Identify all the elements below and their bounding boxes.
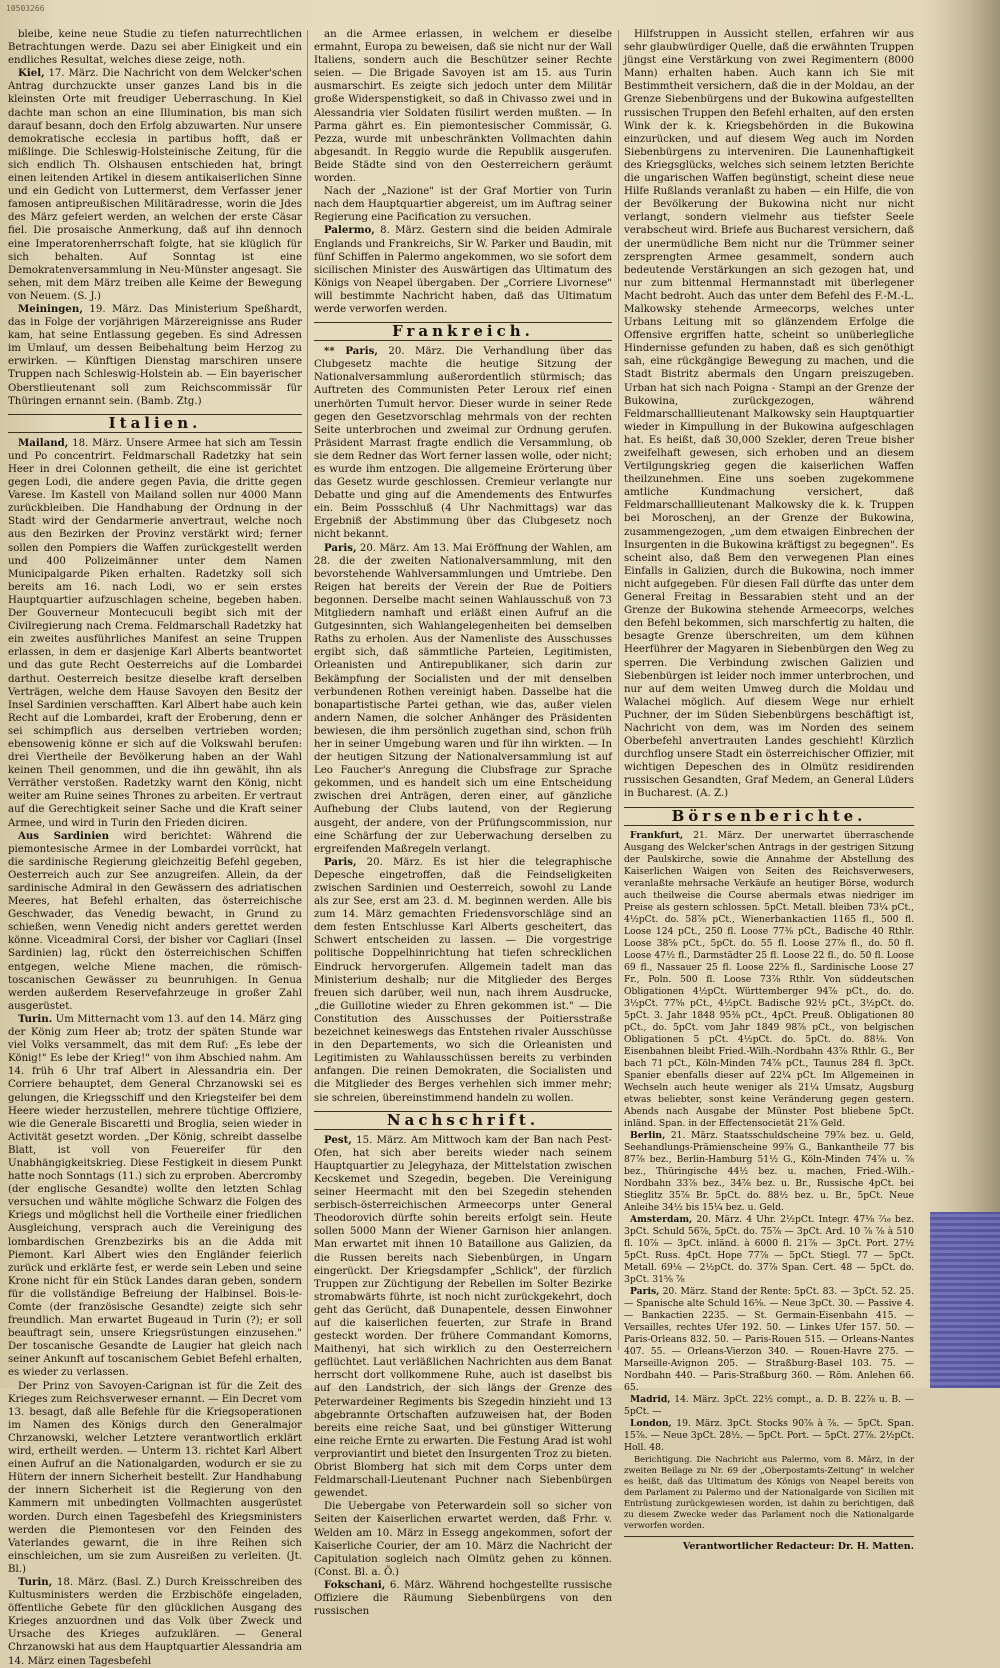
article-paragraph xyxy=(314,345,612,541)
article-text: 6. März. Während hochgestellte russische Offiziere die Räumung Siebenbürgens von den russischen xyxy=(314,1579,612,1618)
article-text: 21. März. Der unerwartet überraschende Ausgang des Welcker'schen Antrags in der gestrigen Sitzung der Paulskirche, sowie die Annahme der Abstellung des Kaiserlichen Waigen von Seiten des Reichsverwesers, veranlaßte mehrsache Verkäufe an heutiger Börse, wodurch auch theilweise die Course abermals etwas niedriger im Preise als gestern schlossen. 5pCt. Metall. bleiben 73¼ pCt., 4½pCt. do. 58⅞ pCt., Wienerbankactien 1165 fl., 500 fl. Loose 124 pCt., 250 fl. Loose 77⅜ pCt., Badische 40 Rthlr. Loose 38⅝ pCt., 5pCt. do. 55 fl. Loose 27⅞ fl., do. 50 fl. Loose 47½ fl., Darmstädter 25 fl. Loose 22 fl., do. 50 fl. Loose 69 fl., Nassauer 25 fl. Loose 22⅝ fl., Sardinische Loose 27 Fr., Poln. 500 fl. Loose 73⅞ Rthlr. Von süddeutschen Obligationen 4½pCt. Württemberger 94⅞ pCt., do. do. 3½pCt. 77⅝ pCt., 4½pCt. Badische 92½ pCt., 3½pCt. do. 5pCt. 3. Jahr 1848 95⅜ pCt., 4pCt. Preuß. Obligationen 80 pCt., do. 5pCt. vom Jahr 1849 98⅞ pCt., von belgischen Obligationen 5 pCt. 4½pCt. do. 5pCt. do. 88⅛. Von Eisenbahnen bleibt Fried.-Wilh.-Nordbahn 43⅞ Rthlr. G., Ber bach 71 pCt., Köln-Minden 74⅞ pCt., Taunus 284 fl. 3pCt. Spanier ebenfalls dieser auf 22¼ pCt. Im Allgemeinen in Wechseln auch heute weniger als 21¼ Umsatz, Augsburg etwas beliebter, sonst keine Veränderung gegen gestern. Abends nach Ausgabe der Münster Post bliebene 5pCt. inländ. Span. in der Effectensocietät 21⅞ Geld. xyxy=(624,829,914,1129)
article-text: bleibe, keine neue Studie zu tiefen naturrechtlichen Betrachtungen werde. Dazu sei aber Einigkeit und ein endliches Resultat, welches diese zeige, noth. xyxy=(8,29,302,67)
article-text: Nach der „Nazione" ist der Graf Mortier von Turin nach dem Hauptquartier abgereist, um im Auftrag seiner Regierung eine Pacification zu versuchen. xyxy=(314,186,612,224)
article-paragraph xyxy=(8,303,302,408)
article-paragraph xyxy=(314,224,612,316)
page-edge-shadow xyxy=(922,0,1000,1388)
article-text: 21. März. Staatsschuldscheine 79⅞ bez. u. Geld, Seehandlungs-Prämienscheine 99⅞ G., Bankantheile 77 bis 87⅞ bez., Berlin-Hamburg 51½ G., Köln-Minden 74⅞ u. ⅞ bez., Thüringische 44½ bez. u. machen, Fried.-Wilh.-Nordbahn 33⅞ bez., 34⅞ bez. u. Br., Russische 4pCt. bei Stieglitz 35⅞ Br. 5pCt. do. 88½ bez. u. Br., 5pCt. Neue Anleihe 34½ bis 15¼ bez. u. Geld. xyxy=(624,1129,914,1213)
dateline: Paris, xyxy=(630,1285,660,1297)
dateline: ** Paris, xyxy=(324,345,378,358)
article-paragraph xyxy=(624,1214,914,1286)
article-paragraph xyxy=(314,1579,612,1618)
article-text: 20. März. Am 13. Mai Eröffnung der Wahlen, am 28. die der zweiten Nationalversammlung, mit den bevorstehende Wahlversammlungen und Umtriebe. Den Reigen hat bereits der Verein der Rue de Poitiers begonnen. Derselbe macht seinen Wahlausschuß von 73 Mitgliedern namhaft und erläßt einen Aufruf an die Gutgesinnten, sich Wahlangelegenheiten bei demselben Raths zu erholen. Aus der Namenliste des Ausschusses ergibt sich, daß sämmtliche Parteien, Legitimisten, Orleanisten und Antirepublikaner, sich darin zur Bekämpfung der Socialisten und der mit denselben verbundenen Rothen vereinigt haben. Dasselbe hat die bonapartistische Partei gethan, wie das, außer vielen andern Namen, die solcher Anhänger des Präsidenten bewiesen, die ihm persönlich zugethan sind, schon früh her in seiner Umgebung waren und für ihn wirkten. — In der heutigen Sitzung der Nationalversammlung ist auf Leo Faucher's Anregung die Clubsfrage zur Sprache gekommen, und es handelt sich um eine Entscheidung zwischen drei Anträgen, deren einer, auf gänzliche Aufhebung der Clubs lautend, von der Regierung ausgeht, der andere, von der Prüfungscommission, nur eine Schärfung der zur Ueberwachung derselben zu ergreifenden Maßregeln verlangt. xyxy=(314,542,612,855)
column-3-articles xyxy=(624,28,914,826)
article-text: wird berichtet: Während die piemontesische Armee in der Lombardei vorrückt, hat die sardinische Regierung gleichzeitig Befehl gegeben, Oesterreich auch zur See anzugreifen. Allein, da der sardinische Admiral in den Gewässern des adriatischen Meeres, hat Befehl erhalten, das österreichische Geschwader, das Venedig bewacht, in Grund zu schießen, wenn Venedig nicht anders gerettet werden könne. Viceadmiral Corsi, der bisher vor Cagliari (Insel Sardinien) lag, rückt den österreichischen Schiffen entgegen, welche Miene machen, die römisch-toscanischen Gewässer zu beunruhigen. In Genua werden außerdem Reservefahrzeuge in großer Zahl ausgerüstet. xyxy=(8,830,302,1012)
section-heading: Italien. xyxy=(8,414,302,433)
article-paragraph xyxy=(8,28,302,67)
article-paragraph xyxy=(314,28,612,185)
dateline: Aus Sardinien xyxy=(18,829,110,842)
article-paragraph xyxy=(314,1134,612,1501)
dateline: Palermo, xyxy=(324,224,375,237)
dateline: Madrid, xyxy=(630,1393,671,1405)
article-text: 19. März. 3pCt. Stocks 90⅞ à ⅞. — 5pCt. Span. 15⅞. — Neue 3pCt. 28½. — 5pCt. Port. — 5pCt. 27⅞. 2½pCt. Holl. 48. xyxy=(624,1417,914,1453)
dateline: Frankfurt, xyxy=(630,829,684,841)
article-text: 15. März. Am Mittwoch kam der Ban nach Pest-Ofen, hat sich aber bereits wieder nach seinem Hauptquartier zu Jelegyhaza, der Mittelstation zwischen Kecskemet und Szegedin, begeben. Die Vereinigung seiner Heermacht mit den bei Szegedin stehenden serbisch-österreichischen Armeecorps unter General Theodorovich dürfte sohin bereits erfolgt sein. Heute sollen 5000 Mann der Wiener Garnison hier anlangen. Man erwartet mit ihnen 10 Bataillone aus Galizien, da die Russen bereits nach Siebenbürgen, in Ungarn eingerückt. Der Kriegsdampfer „Schlick", der fürzlich Truppen zur Züchtigung der Rebellen im Solter Bezirke stromabwärts führte, ist noch nicht zurückgekehrt, doch geht das Gerücht, daß Dunapentele, dessen Einwohner auf die kaiserlichen feuerten, zur Strafe in Brand gesteckt worden. Der frühere Commandant Komorns, Maithenyi, hat sich wirklich zu den Oesterreichern geflüchtet. Laut verläßlichen Nachrichten aus dem Banat herrscht dort vollkommene Ruhe, auch ist daselbst bis auf den Landstrich, der sich längs der Grenze des Peterwardeiner Regiments bis Szegedin hinzieht und 13 abgebrannte Ortschaften aufzuweisen hat, der Boden bereits eine reiche Saat, und bei günstiger Witterung eine reiche Ernte zu erwarten. Die Festung Arad ist wohl verproviantirt und bietet den Insurgenten Troz zu bieten. Obrist Blomberg hat sich mit dem Corps unter dem Feldmarschall-Lieutenant Puchner nach Siebenbürgen gewendet. xyxy=(314,1134,612,1500)
article-paragraph xyxy=(624,1394,914,1418)
stock-reports xyxy=(624,830,914,1454)
dateline: Kiel, xyxy=(18,67,45,80)
column-3 xyxy=(624,28,914,1552)
article-paragraph xyxy=(8,437,302,830)
article-text: 20. März. Stand der Rente: 5pCt. 83. — 3pCt. 52. 25. — Spanische alte Schuld 16⅝. — Neue 3pCt. 30. — Passive 4. — Bankactien 2235. — St. Germain-Eisenbahn 415. — Versailles, rechtes Ufer 192. 50. — Linkes Ufer 157. 50. — Paris-Orleans 832. 50. — Paris-Rouen 515. — Orleans-Nantes 407. 55. — Orleans-Vierzon 340. — Rouen-Havre 275. — Marseille-Avignon 205. — Straßburg-Basel 103. 75. — Nordbahn 440. — Paris-Straßburg 360. — Röm. Anlehen 66. 65. xyxy=(624,1285,914,1393)
library-stamp xyxy=(930,1212,1000,1388)
article-text: Um Mitternacht vom 13. auf den 14. März ging der König zum Heer ab; trotz der späten Stunde war viel Volks versammelt, das mit dem Ruf: „Es lebe der König!" Es lebe der Krieg!" von ihm Abschied nahm. Am 14. früh 6 Uhr traf Albert in Alessandria ein. Der Corriere behauptet, dem General Chrzanowski sei es gelungen, die Kriegsschiff und den Kriegsteifer bei dem Heere wieder herzustellen, mehrere tüchtige Offiziere, wie die Generale Biscaretti und Broglia, seien wieder in Activität gesetzt worden. „Der König, schreibt dasselbe Blatt, ist voll von Feuereifer für den Unabhängigkeitskrieg. Diese Festigkeit in diesem Punkt hatte noch Sonntags (11.) sich zu erproben. Abercromby (der englische Gesandte) wollte den letzten Schlag versuchen und wählte mögliche Schwarz die Folgen des Kriegs und möglichst hell die Vortheile einer friedlichen Ausgleichung, versprach auch die Vereinigung des lombardischen Grenzbezirks bis an die Adda mit Piemont. Karl Albert wies den Engländer feierlich zurück und erklärte fest, er werde sein Leben und seine Krone nicht für ein Stück Landes daran geben, sondern für die vollständige Befreiung der Halbinsel. Bois-le-Comte (der französische Gesandte) zeigte sich sehr freundlich. Man erwartet Bugeaud in Turin (?); er soll beauftragt sein, unsere Kriegsrüstungen einzusehen." Der toscanische Gesandte de Laugier hat gleich nach seiner Ankunft auf toscanischem Gebiet Befehl erhalten, es wieder zu verlassen. xyxy=(8,1013,302,1379)
dateline: Berlin, xyxy=(630,1129,666,1141)
dateline: Pest, xyxy=(324,1133,352,1146)
dateline: Turin. xyxy=(18,1012,53,1025)
section-heading: Börsenberichte. xyxy=(624,807,914,826)
article-paragraph xyxy=(624,28,914,801)
article-paragraph xyxy=(8,1013,302,1380)
section-heading: Nachschrift. xyxy=(314,1111,612,1130)
article-paragraph xyxy=(8,67,302,303)
dateline: Turin, xyxy=(18,1575,53,1588)
article-text: 17. März. Die Nachricht von dem Welcker'schen Antrag durchzuckte unser ganzes Land bis in die kleinsten Orte mit freudiger Ueberraschung. In Kiel dachte man schon an eine Illumination, bis man sich darauf besann, doch den Erfolg abzuwarten. Nur unsere demokratische ecclesia in partibus hofft, daß er mißlinge. Die Schleswig-Holsteinische Zeitung, für die sich endlich Th. Olshausen entschieden hat, bringt einen leitenden Artikel in diesem antikaiserlichen Sinne und ein Gedicht von Luttermerst, dem Verfasser jener famosen antipreußischen Militäradresse, worin die Jdes des März gefeiert werden, an welchen der erste Cäsar fiel. Die prosaische Anmerkung, daß auf ihn dennoch eine Imperatorenherrschaft folgte, hat sie klüglich für sich behalten. Auf Sonntag ist eine Demokratenversammlung in Neu-Münster angesagt. Sie sehen, mit dem März treiben alle Keime der Bewegung von Neuem. (S. J.) xyxy=(8,68,302,302)
dateline: London, xyxy=(630,1417,672,1429)
article-text: 14. März. 3pCt. 22½ compt., a. D. B. 22⅞ u. B. — 5pCt. — xyxy=(624,1393,914,1417)
article-paragraph xyxy=(624,830,914,1130)
article-text: 8. März. Gestern sind die beiden Admirale Englands und Frankreichs, Sir W. Parker und Baudin, mit fünf Schiffen in Palermo angekommen, wo sie sofort dem sicilischen Minister des Auswärtigen das Ultimatum des Königs von Neapel übergaben. Der „Corriere Livornese" will bestimmte Nachricht haben, daß das Ultimatum werde verworfen werden. xyxy=(314,225,612,315)
column-1 xyxy=(8,28,302,1667)
article-paragraph xyxy=(8,1380,302,1576)
column-2 xyxy=(314,28,612,1618)
article-text: Die Uebergabe von Peterwardein soll so sicher von Seiten der Kaiserlichen erwartet werden, daß Frhr. v. Welden am 10. März in Essegg angekommen, sofort der Kaiserliche Courier, der am 10. März die Nachricht der Capitulation sogleich nach Olmütz gehen zu können. (Const. Bl. a. Ö.) xyxy=(314,1501,612,1578)
article-text: 19. März. Das Ministerium Speßhardt, das in Folge der vorjährigen Märzereignisse ans Ruder kam, hat seine Entlassung gegeben. Es sind Adressen im Umlauf, um dessen Beibehaltung beim Herzog zu erwirken. — Künftigen Dienstag marschiren unsere Truppen nach Schleswig-Holstein ab. — Ein bayerischer Oberstlieutenant soll zum Reichscommissär für Thüringen ernannt sein. (Bamb. Ztg.) xyxy=(8,303,302,407)
article-text: 20. März. Es ist hier die telegraphische Depesche eingetroffen, daß die Feindseligkeiten zwischen Sardinien und Oesterreich, sowohl zu Lande als zur See, erst am 23. d. M. beginnen werden. Alle bis zum 14. März gemachten Friedensvorschläge sind an dem festen Entschlusse Karl Alberts gescheitert, das Schwert entscheiden zu lassen. — Die vorgestrige politische Doppelhinrichtung hat tiefen schrecklichen Eindruck hervorgerufen. Allgemein tadelt man das Ministerium deshalb; nur die Mitglieder des Berges freuen sich darüber, weil nun, nach ihrem Ausdrucke, „die Guillotine wieder zu Ehren gekommen ist." — Die Constitution des Ausschusses der Poitiersstraße bezeichnet keineswegs das Entstehen rivaler Ausschüsse in den Departements, wo sich die Orleanisten und Legitimisten zu Wahlausschüssen bereits zu verbinden anfangen. Die reinen Demokraten, die Socialisten und die Mitglieder des Berges verhehlen sich immer mehr; sie schreien, übereinstimmend handeln zu wollen. xyxy=(314,856,612,1104)
article-text: 20. März. Die Verhandlung über das Clubgesetz machte die heutige Sitzung der Nationalversammlung außerordentlich stürmisch; das Auftreten des Communisten Peter Leroux rief einen unerhörten Tumult hervor. Dieser wurde in seiner Rede gegen den Gesetzvorschlag mehrmals von der rechten Seite unterbrochen und zweimal zur Ordnung gerufen. Präsident Marrast fragte endlich die Versammlung, ob sie dem Redner das Wort ferner lassen wolle, oder nicht; es wurde ihm entzogen. Die allgemeine Erörterung über das Gesetz wurde geschlossen. Cremieur verlangte nur Debatte und ging auf die Amendements des Entwurfes ein. Beim Possschluß (4 Uhr Nachmittags) war das Ergebniß der Abstimmung über das Clubgesetz noch nicht bekannt. xyxy=(314,346,612,541)
editor-line: Verantwortlicher Redacteur: Dr. H. Matten. xyxy=(624,1536,914,1553)
article-paragraph xyxy=(8,1576,302,1668)
article-text: Hilfstruppen in Aussicht stellen, erfahren wir aus sehr glaubwürdiger Quelle, daß die erwähnten Truppen jüngst eine Verstärkung von zwei Regimentern (8000 Mann) erhalten haben. Auch kann ich Sie mit Bestimmtheit versichern, daß die in der Moldau, an der Grenze Siebenbürgens und der Bukowina aufgestellten russischen Truppen den Befehl erhalten, auf den ersten Wink der k. k. Kriegsbehörden in die Bukowina einzurücken, und auf diesem Weg auch im Norden Siebenbürgens zu interveniren. Die Launenhaftigkeit des Kriegsglücks, welches sich seinem letzten Berichte die ungarischen Waffen begünstigt, scheint diese neue Hilfe Rußlands veranlaßt zu haben — ein Hilfe, die von der Bevölkerung der Bukowina nicht nur nicht verlangt, sondern vielmehr aus tiefster Seele verabscheut wird. Briefe aus Bucharest versichern, daß der unermüdliche Bem nicht nur die Trümmer seiner zersprengten Armee gesammelt, sondern auch bedeutende Verstärkungen an sich gezogen hat, und nur zum bittenmal Hermannstadt mit überlegener Macht bedroht. Auch das unter dem Befehl des F.-M.-L. Malkowsky stehende Armeecorps, welches unter Urbans Leitung mit so glänzendem Erfolge die Offensive ergriffen hatte, scheint so unüberlegliche Hindernisse gefunden zu haben, daß es sich genöthigt sah, eine rückgängige Bewegung zu machen, und die Stadt Bistritz abermals den Ungarn preiszugeben. Urban hat sich nach Poigna - Stampi an der Grenze der Bukowina, zurückgezogen, während Feldmarschalllieutenant Malkowsky sein Hauptquartier wieder in Kimpullung in der Bukowina aufgeschlagen hat. Es heißt, daß 30,000 Szekler, deren Treue bisher zweifelhaft gewesen, sich erhoben und an diesem Vertilgungskrieg gegen die kaiserlichen Waffen theilzunehmen. Eine uns soeben zugekommene amtliche Kundmachung versichert, daß Feldmarschalllieutenant Malkowsky die k. k. Truppen bei Moroschenj, an der Grenze der Bukowina, zusammengezogen, „um dem etwaigen Einbrechen der Insurgenten in die Bukowina kräftigst zu begegnen". Es scheint also, daß Bem den verwegenen Plan eines Einfalls in Galizien, durch die Bukowina, noch immer nicht aufgegeben. Für diesen Fall dürfte das unter dem General Freitag in Bessarabien steht und an der Grenze der Bukowina stehende Armeecorps, welches den Befehl bekommen, sich marschfertig zu halten, die besagte Grenze überschreiten, um dem kühnen Heerführer der Magyaren in Siebenbürgen den Weg zu sperren. Die Verbindung zwischen Galizien und Siebenbürgen ist leider noch immer unterbrochen, und nur auf dem weiten Umweg durch die Moldau und Walachei möglich. Auf diesem Wege nur erhielt Puchner, der im Süden Siebenbürgens beschäftigt ist, Nachricht von dem, was im Norden des seinem Oberbefehl anvertrauten Landes geschieht! Kürzlich durchflog unsere Stadt ein österreichischer Offizier, mit wichtigen Depeschen des in Olmütz residirenden russischen Gesandten, Graf Medem, an General Lüders in Bucharest. (A. Z.) xyxy=(624,29,914,800)
article-paragraph xyxy=(624,1286,914,1394)
dateline: Amsterdam, xyxy=(630,1213,693,1225)
dateline: Fokschani, xyxy=(324,1578,386,1591)
dateline: Paris, xyxy=(324,541,357,554)
article-paragraph xyxy=(8,830,302,1013)
article-text: 18. März. Unsere Armee hat sich am Tessin und Po concentrirt. Feldmarschall Radetzky hat sein Heer in drei Colonnen getheilt, die eine ist gerichtet gegen Lodi, die andere gegen Pavia, die dritte gegen Varese. Im Kastell von Mailand sollen nur 4000 Mann zurückbleiben. Die Handhabung der Ordnung in der Stadt wird der Gendarmerie anvertraut, welche noch aus den Bezirken der Provinz verstärkt wird; ferner sollen den Pompiers die Waffen zurückgestellt werden und 400 Polizeimänner unter dem Namen Municipalgarde Piken erhalten. Radetzky soll sich bereits am 16. nach Lodi, wo er sein erstes Hauptquartier aufzuschlagen scheine, begeben haben. Der Gouverneur Montecuculi begibt sich mit der Civilregierung nach Crema. Feldmarschall Radetzky hat ein zweites ausführliches Manifest an seine Truppen erlassen, in dem er dasjenige Karl Alberts beantwortet und das gute Recht Oesterreichs auf die Lombardei darthut. Oesterreich besitze dieselbe kraft derselben Verträgen, welche dem Hause Savoyen den Besitz der Insel Sardinien verschafften. Karl Albert habe auch kein Recht auf die Lombardei, kraft der Eroberung, denn er sei schimpflich aus derselben vertrieben worden; ebensowenig könne er sich auf die Volkswahl berufen: drei Viertheile der Bevölkerung haben an der Wahl keinen Theil genommen, und die ihn gewählt, ihn als Verräther verstoßen. Radetzky warnt den König, nicht weiter am Ruine seines Thrones zu arbeiten. Er vertraut auf die Gerechtigkeit seiner Sache und die Kraft seiner Armee, und wird in Turin den Frieden diciren. xyxy=(8,437,302,829)
dateline: Meiningen, xyxy=(18,302,83,315)
article-paragraph xyxy=(314,542,612,856)
article-paragraph xyxy=(314,1500,612,1579)
section-heading: Frankreich. xyxy=(314,322,612,341)
article-paragraph xyxy=(314,856,612,1105)
article-paragraph xyxy=(314,185,612,224)
dateline: Paris, xyxy=(324,855,357,868)
column-rule xyxy=(307,30,308,1350)
dateline: Mailand, xyxy=(18,436,69,449)
article-text: 18. März. (Basl. Z.) Durch Kreisschreiben des Kultusministers werden die Erzbischöfe eingeladen, öffentliche Gebete für den glücklichen Ausgang des Krieges anzuordnen und das Volk über Zweck und Ursache des Krieges aufzuklären. — General Chrzanowski hat aus dem Hauptquartier Alessandria am 14. März einen Tagesbefehl xyxy=(8,1576,302,1667)
column-rule xyxy=(618,30,619,1350)
article-paragraph xyxy=(624,1130,914,1214)
article-text: 20. März. 4 Uhr. 2½pCt. Integr. 47⅛ ⁷⁄₁₆ bez. 3pCt. Schuld 56⅞, 5pCt. do. 75⅞ — 3pCt. Ard. 10 ⅞ ⅞ à 510 fl. 10⅞ — 3pCt. inländ. à 6000 fl. 21⅞ — 3pCt. Port. 27½ 5pCt. Russ. 4pCt. Hope 77⅞ — 5pCt. Stiegl. 77 — 5pCt. Metall. 69⅛ — 2½pCt. do. 37⅞ Span. Cert. 48 — 5pCt. do. 3pCt. 31⅝ ⅞ xyxy=(624,1213,914,1285)
article-paragraph xyxy=(624,1418,914,1454)
article-text: an die Armee erlassen, in welchem er dieselbe ermahnt, Europa zu beweisen, daß sie nicht nur der Wall Italiens, sondern auch die Beschützer seiner Rechte seien. — Die Brigade Savoyen ist am 15. aus Turin ausmarschirt. Es zeigte sich jedoch unter dem Militär große Widerspenstigkeit, so daß in Chivasso zwei und in Alessandria vier Soldaten füsilirt werden mußten. — In Parma gährt es. Ein piemontesischer Commissär, G. Pezza, wurde mit unbeschränkten Vollmachten dahin abgesandt. In Reggio wurde die Republik ausgerufen. Beide Städte sind von den Oesterreichern geräumt worden. xyxy=(314,29,612,185)
article-text: Der Prinz von Savoyen-Carignan ist für die Zeit des Krieges zum Reichsverweser ernannt. — Ein Decret vom 13. besagt, daß alle Befehle für die Kriegsoperationen im Namen des Königs durch den Generalmajor Chrzanowski, welcher Letztere verantwortlich erklärt wird, ertheilt werden. — Unterm 13. richtet Karl Albert einen Aufruf an die Nationalgarden, wodurch er sie zu Hütern der innern Sicherheit bestellt. Zur Handhabung der innern Sicherheit ist die Regierung von den Kammern mit unbedingten Vollmachten ausgerüstet worden. Durch einen Tagesbefehl des Kriegsministers werden die Piemontesen vor den Feinden des Vaterlandes gewarnt, die in ihre Reihen sich einschleichen, um sie zum Ausreißen zu verleiten. (Jt. Bl.) xyxy=(8,1380,302,1575)
scan-id: 10503266 xyxy=(6,4,45,13)
correction-notice: Berichtigung. Die Nachricht aus Palermo, vom 8. März, in der zweiten Beilage zu Nr. 69 der „Oberpostamts-Zeitung" in welcher es heißt, daß das Ultimatum des Königs von Neapel bereits von dem Parlament zu Palermo und der Nationalgarde von Sicilien mit Entrüstung zurückgewiesen worden, ist dahin zu berichtigen, daß zu diesem Zwecke weder das Parlament noch die Nationalgarde verworfen worden. xyxy=(624,1453,914,1530)
